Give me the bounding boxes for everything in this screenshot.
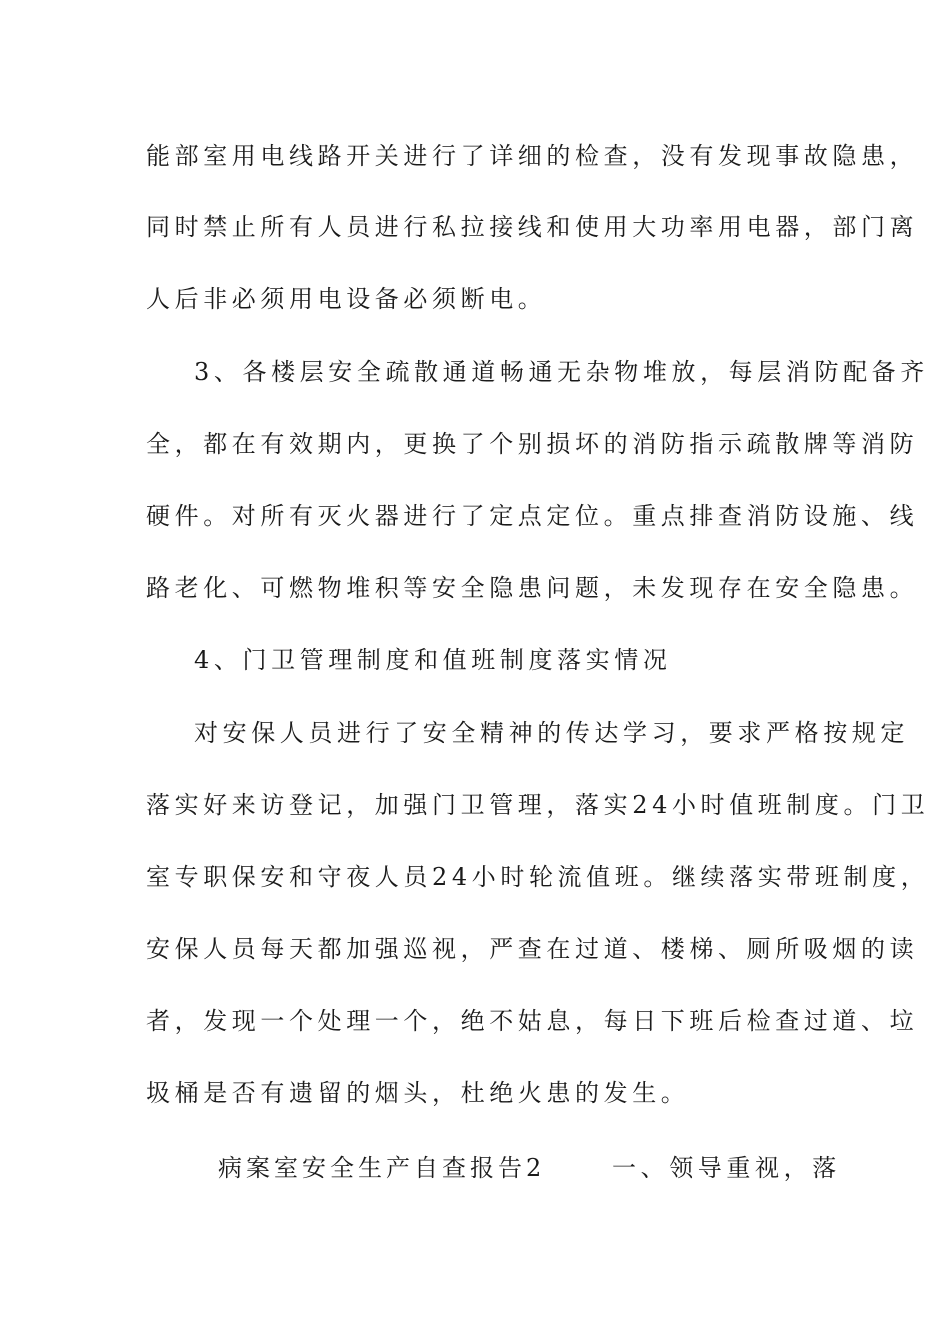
next-report-title: 病案室安全生产自查报告2 xyxy=(218,1154,546,1182)
paragraph-line: 室专职保安和守夜人员24小时轮流值班。继续落实带班制度， xyxy=(146,863,930,891)
paragraph-line: 硬件。对所有灭火器进行了定点定位。重点排查消防设施、线 xyxy=(146,502,919,530)
next-section-start: 一、领导重视，落 xyxy=(612,1154,841,1182)
paragraph-line: 对安保人员进行了安全精神的传达学习，要求严格按规定 xyxy=(194,719,909,747)
paragraph-line: 人后非必须用电设备必须断电。 xyxy=(146,285,547,313)
paragraph-line: 路老化、可燃物堆积等安全隐患问题，未发现存在安全隐患。 xyxy=(146,574,919,602)
paragraph-line: 3、各楼层安全疏散通道畅通无杂物堆放，每层消防配备齐 xyxy=(194,358,929,386)
paragraph-line: 同时禁止所有人员进行私拉接线和使用大功率用电器，部门离 xyxy=(146,213,919,241)
section-heading: 4、门卫管理制度和值班制度落实情况 xyxy=(194,646,672,674)
paragraph-line: 安保人员每天都加强巡视，严查在过道、楼梯、厕所吸烟的读 xyxy=(146,935,919,963)
paragraph-line: 落实好来访登记，加强门卫管理，落实24小时值班制度。门卫 xyxy=(146,791,930,819)
paragraph-line: 者，发现一个处理一个，绝不姑息，每日下班后检查过道、垃 xyxy=(146,1007,919,1035)
paragraph-line: 能部室用电线路开关进行了详细的检查，没有发现事故隐患， xyxy=(146,142,919,170)
paragraph-line: 全，都在有效期内，更换了个别损坏的消防指示疏散牌等消防 xyxy=(146,430,919,458)
paragraph-line: 圾桶是否有遗留的烟头，杜绝火患的发生。 xyxy=(146,1079,690,1107)
